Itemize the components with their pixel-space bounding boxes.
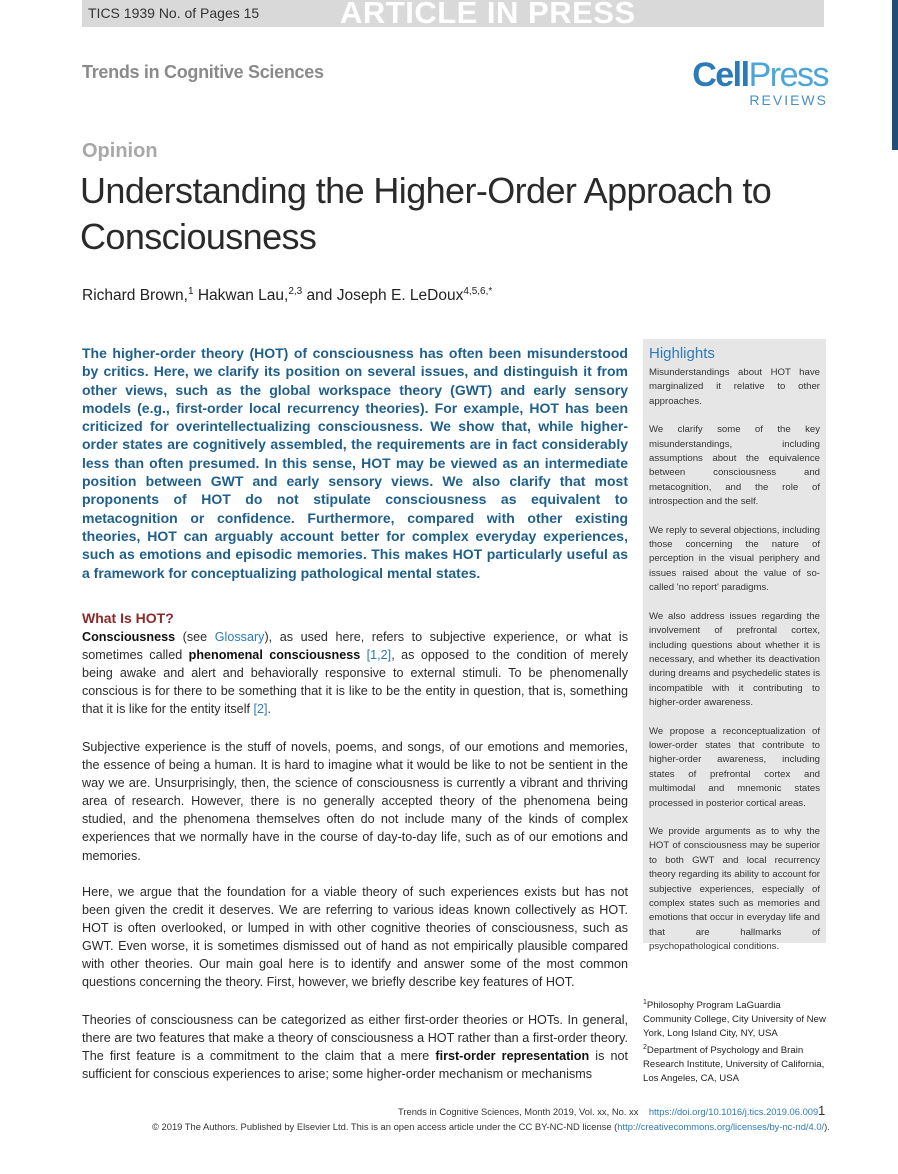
doi-link[interactable]: https://doi.org/10.1016/j.tics.2019.06.009 — [648, 1106, 819, 1117]
author-affil-sup[interactable]: 4,5,6,* — [463, 286, 493, 297]
section-heading: What Is HOT? — [82, 610, 174, 626]
text-run: Theories of consciousness can be categorized as either first-order theories or HOTs. In general, there are two features that make a theory of consciousness a HOT rather than a first-order theory. The first feature is a commitment to the claim that a mere — [82, 1013, 628, 1064]
affiliation — [643, 996, 828, 1041]
journal-citation: Trends in Cognitive Sciences, Month 2019, Vol. xx, No. xx — [398, 1106, 639, 1117]
author-affil-sup[interactable]: 2,3 — [288, 286, 303, 297]
author-name: Hakwan Lau, — [193, 287, 289, 305]
text-run: is not sufficient for conscious experiences to arise; some higher-order mechanism or mechanisms — [82, 1049, 628, 1082]
highlight-item: We also address issues regarding the involvement of prefrontal cortex, including questions about whether it is necessary, and whether its deactivation during dreams and psychedelic states is incompatible with it contributing to higher-order awareness. — [649, 610, 820, 709]
journal-name: Trends in Cognitive Sciences — [82, 62, 324, 82]
affil-sup: 1 — [643, 999, 647, 1006]
text-run: . — [267, 702, 272, 717]
paragraph-1 — [82, 628, 628, 718]
page-number: 1 — [818, 1103, 826, 1118]
highlights-box — [643, 339, 826, 953]
logo-press: Press — [748, 56, 828, 94]
text-run: , as opposed to the condition of merely being awake and alert and behaviorally responsive to external stimuli. To be phenomenally conscious is for there to be something that it is like to be the entity in question, that is, something that it is like for the entity itself — [82, 648, 628, 717]
term-consciousness: Consciousness — [82, 630, 176, 644]
term-first-order-representation: first-order representation — [435, 1049, 590, 1064]
text-run: (see — [175, 630, 215, 644]
author-name: and Joseph E. LeDoux — [302, 287, 464, 305]
citation-link[interactable]: [2] — [253, 702, 268, 717]
article-in-press-banner: ARTICLE IN PRESS — [340, 0, 636, 30]
copyright-text: © 2019 The Authors. Published by Elsevier Ltd. This is an open access article under the CC BY-NC-ND license ( — [152, 1121, 618, 1132]
text-run: ), as used here, refers to subjective experience, or what is sometimes called — [82, 630, 628, 663]
highlight-item: We provide arguments as to why the HOT of consciousness may be superior to both GWT and local recurrency theory regarding its ability to account for subjective experiences, especially of complex states such as memories and emotions that occur in everyday life and that are hallmarks of psychopathological conditions. — [649, 825, 820, 953]
affil-text: Department of Psychology and Brain Research Institute, University of California, Los Angeles, CA, USA — [643, 1045, 825, 1085]
affiliations — [643, 996, 828, 1086]
author-list — [82, 286, 492, 305]
side-accent-bar — [892, 0, 898, 150]
term-phenomenal-consciousness: phenomenal consciousness — [188, 648, 361, 663]
paragraph-2: Subjective experience is the stuff of novels, poems, and songs, of our emotions and memories, the essence of being a human. It is hard to imagine what it would be like to not be sentient in the way we are. Unsurprisingly, then, the science of consciousness is currently a vibrant and thriving area of research. However, there is no generally accepted theory of the phenomena being studied, and the phenomena themselves often do not include many of the kinds of complex experiences that we normally have in the course of day-to-day life, such as of our emotions and memories. — [82, 740, 628, 863]
article-type: Opinion — [82, 140, 158, 162]
paragraph-4 — [82, 1011, 628, 1083]
logo-reviews: REVIEWS — [749, 92, 828, 108]
highlight-item: We clarify some of the key misunderstandings, including assumptions about the equivalence between consciousness and metacognition, and the role of introspection and the self. — [649, 424, 820, 508]
affil-sup: 2 — [643, 1044, 647, 1052]
cellpress-logo — [686, 58, 828, 107]
copyright-line — [152, 1121, 830, 1132]
highlights-title: Highlights — [649, 345, 715, 362]
citation-line — [398, 1106, 818, 1117]
affiliation — [643, 1041, 828, 1086]
copyright-text: ). — [824, 1121, 830, 1132]
highlight-item: Misunderstandings about HOT have marginalized it relative to other approaches. — [649, 367, 820, 407]
article-title: Understanding the Higher-Order Approach to Consciousness — [80, 170, 772, 257]
license-link[interactable]: http://creativecommons.org/licenses/by-nc-nd/4.0/ — [617, 1121, 825, 1132]
paragraph-3: Here, we argue that the foundation for a viable theory of such experiences exists but has not been given the credit it deserves. We are referring to various ideas known collectively as HOT. HOT is often overlooked, or lumped in with other cognitive theories of consciousness, such as GWT. Even worse, it is sometimes dismissed out of hand as not empirically plausible compared with other theories. Our main goal here is to identify and answer some of the most common questions concerning the theory. First, however, we briefly describe key features of HOT. — [82, 885, 628, 990]
article-in-press-bar — [82, 0, 824, 30]
logo-cell: Cell — [692, 56, 749, 94]
manuscript-code: TICS 1939 No. of Pages 15 — [88, 5, 260, 21]
highlight-item: We reply to several objections, including those concerning the nature of perception in the visual periphery and issues raised about the value of so-called 'no report' paradigms. — [649, 524, 821, 594]
glossary-link[interactable]: Glossary — [214, 630, 265, 644]
highlight-item: We propose a reconceptualization of lower-order states that contribute to higher-order awareness, including states of prefrontal cortex and multimodal and mnemonic states processed in posterior cortical areas. — [649, 725, 820, 809]
abstract: The higher-order theory (HOT) of consciousness has often been misunderstood by critics. Here, we clarify its position on several issues, and distinguish it from other views, such as the global workspace theory (GWT) and early sensory models (e.g., first-order local recurrency theories). For example, HOT has been criticized for overintellectualizing consciousness. We show that, while higher-order states are cognitively assembled, the requirements are in fact considerably less than often presumed. In this sense, HOT may be viewed as an intermediate position between GWT and early sensory views. We also clarify that most proponents of HOT do not stipulate consciousness as equivalent to metacognition or confidence. Furthermore, compared with other existing theories, HOT can arguably account better for complex everyday experiences, such as emotions and episodic memories. This makes HOT particularly useful as a framework for conceptualizing pathological mental states. — [82, 345, 628, 581]
author-name: Richard Brown, — [82, 287, 188, 305]
author-affil-sup[interactable]: 1 — [187, 286, 194, 297]
affil-text: Philosophy Program LaGuardia Community College, City University of New York, Long Island City, NY, USA — [643, 1000, 826, 1040]
citation-link[interactable]: [1,2] — [366, 648, 392, 663]
